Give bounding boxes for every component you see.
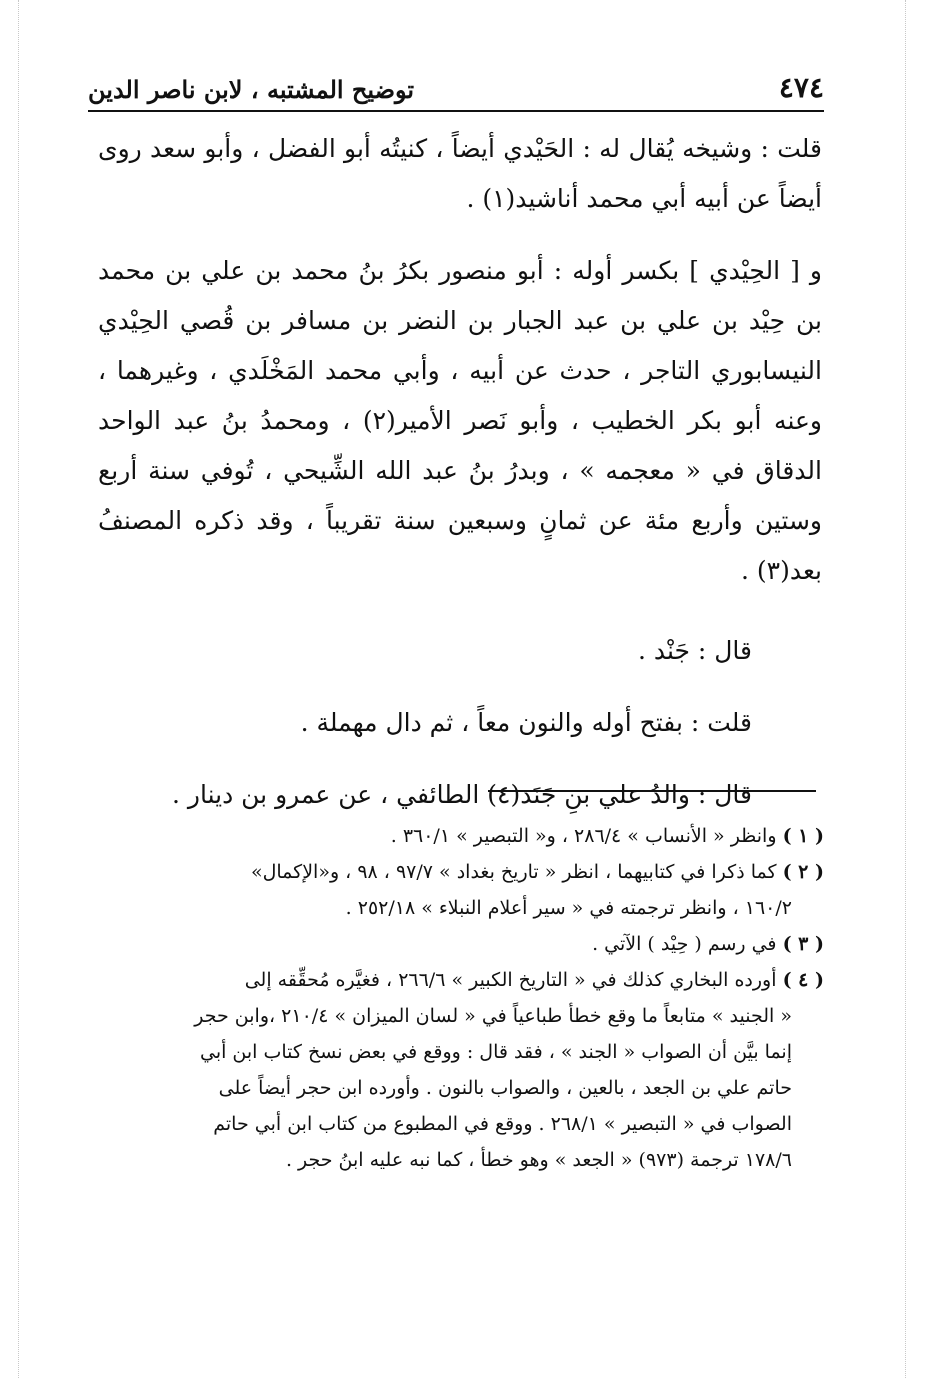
- footnote-line: كما ذكرا في كتابيهما ، انظر « تاريخ بغداد » ٩٧/٧ ، ٩٨ ، و«الإكمال»: [250, 861, 777, 883]
- page-edge-left: [18, 0, 19, 1378]
- qa-line-1: قال : جَنْد .: [637, 636, 752, 665]
- footnote-line: وانظر « الأنساب » ٢٨٦/٤ ، و« التبصير » ٣٦٠/١ .: [390, 825, 777, 847]
- footnote-line: أورده البخاري كذلك في « التاريخ الكبير » ٢٦٦/٦ ، فغيَّره مُحقِّقه إلى: [244, 969, 777, 991]
- main-text: [98, 124, 822, 842]
- footnote-line: الصواب في « التبصير » ٢٦٨/١ . ووقع في المطبوع من كتاب ابن أبي حاتم: [213, 1113, 792, 1135]
- page-edge-right: [905, 0, 906, 1378]
- page-header: [88, 56, 824, 112]
- footnote-2: [105, 854, 824, 926]
- footnote-mark: ( ٤ ): [782, 969, 824, 991]
- footnote-mark: ( ١ ): [782, 825, 824, 847]
- footnote-1: [105, 818, 824, 854]
- page-number: ٤٧٤: [778, 71, 824, 104]
- footnotes: [105, 818, 824, 1178]
- running-title: توضيح المشتبه ، لابن ناصر الدين: [88, 75, 415, 104]
- footnote-mark: ( ٢ ): [782, 861, 824, 883]
- qa-line-3: قال : والدُ علي بنِ جَنَد(٤) الطائفي ، عن عمرو بن دينار .: [171, 780, 752, 809]
- footnote-3: [105, 926, 824, 962]
- footnote-line: ١٦٠/٢ ، وانظر ترجمته في « سير أعلام النبلاء » ٢٥٢/١٨ .: [345, 897, 792, 919]
- footnote-4: [105, 962, 824, 1178]
- footnote-line: في رسم ( حِيْد ) الآتي .: [592, 933, 777, 955]
- qa-line-2: قلت : بفتح أوله والنون معاً ، ثم دال مهملة .: [300, 708, 752, 737]
- paragraph-2: و [ الحِيْدي ] بكسر أوله : أبو منصور بكرُ بنُ محمد بن علي بن محمد بن حِيْد بن علي بن عبد الجبار بن النضر بن مسافر بن قُصي الحِيْدي النيسابوري التاجر ، حدث عن أبيه ، وأبي محمد المَخْلَدي ، وغيرهما ، وعنه أبو بكر الخطيب ، وأبو نَصر الأمير(٢) ، ومحمدُ بنُ عبد الواحد الدقاق في « معجمه » ، وبدرُ بنُ عبد الله الشِّيحي ، تُوفي سنة أربع وستين وأربع مئة عن ثمانٍ وسبعين سنة تقريباً ، وقد ذكره المصنفُ بعد(٣) .: [98, 256, 822, 585]
- footnote-line: إنما بيَّن أن الصواب « الجند » ، فقد قال : ووقع في بعض نسخ كتاب ابن أبي: [199, 1041, 792, 1063]
- footnote-separator: [488, 790, 816, 792]
- footnote-mark: ( ٣ ): [782, 933, 824, 955]
- footnote-line: ١٧٨/٦ ترجمة (٩٧٣) « الجعد » وهو خطأ ، كما نبه عليه ابنُ حجر .: [285, 1149, 792, 1171]
- footnote-line: حاتم علي بن الجعد ، بالعين ، والصواب بالنون . وأورده ابن حجر أيضاً على: [218, 1077, 792, 1099]
- footnote-line: « الجنيد » متابعاً ما وقع خطأ طباعياً في « لسان الميزان » ٢١٠/٤ ،وابن حجر: [194, 1005, 792, 1027]
- paragraph-1: قلت : وشيخه يُقال له : الحَيْدي أيضاً ، كنيتُه أبو الفضل ، وأبو سعد روى أيضاً عن أبيه أبي محمد أناشيد(١) .: [98, 134, 822, 213]
